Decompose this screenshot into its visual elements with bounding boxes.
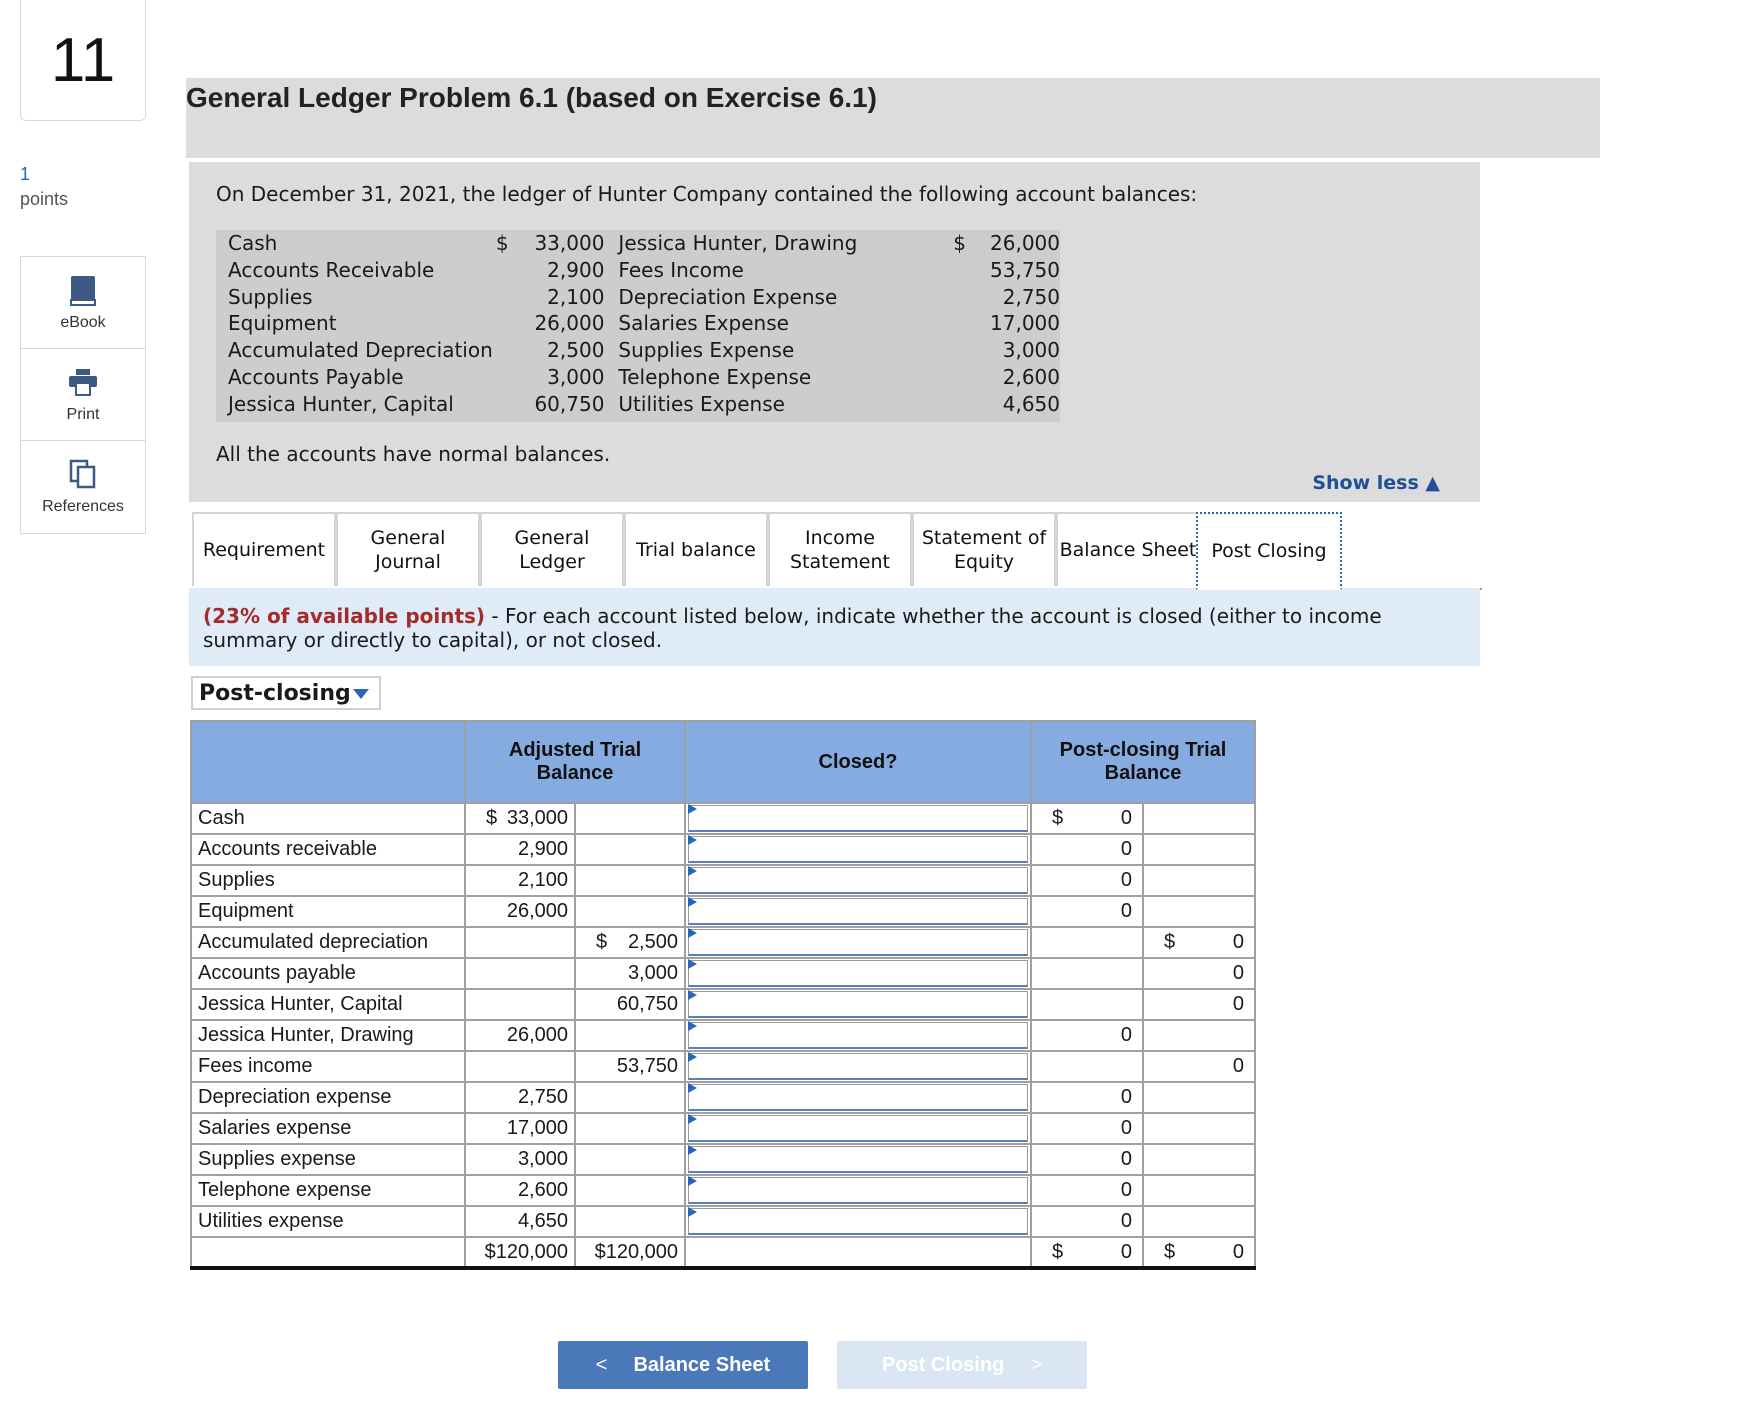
- pc-debit: [1031, 803, 1143, 834]
- pc-credit: [1143, 927, 1255, 958]
- table-row: [191, 1175, 1255, 1206]
- closed-cell: [685, 865, 1031, 896]
- pc-credit-value: 0: [1232, 962, 1244, 984]
- closed-select[interactable]: [688, 898, 1028, 925]
- closed-cell: [685, 803, 1031, 834]
- account-name: Equipment: [191, 896, 465, 927]
- references-label: References: [42, 498, 124, 515]
- ledger-left-amount: 60,750: [534, 391, 605, 416]
- table-row: [191, 1113, 1255, 1144]
- ledger-left-dollar: [496, 257, 525, 284]
- pc-debit-value: 0: [1120, 1086, 1132, 1108]
- pc-debit: [1031, 1082, 1143, 1113]
- tab-requirement[interactable]: Requirement: [192, 512, 336, 586]
- total-pc-credit: [1143, 1237, 1255, 1268]
- ledger-left-dollar: [496, 391, 525, 418]
- pc-debit-value: 0: [1120, 1148, 1132, 1170]
- ledger-left-amount: 2,500: [547, 338, 605, 363]
- header-post-closing-trial-balance: [1031, 721, 1255, 803]
- atb-debit: [465, 896, 575, 927]
- tab-post-closing[interactable]: Post Closing: [1196, 512, 1342, 590]
- pc-debit-value: 0: [1120, 1024, 1132, 1046]
- table-row: [191, 803, 1255, 834]
- ledger-left-dollar: [496, 284, 525, 311]
- tab-general-ledger-label: General Ledger: [514, 527, 590, 573]
- problem-note: All the accounts have normal balances.: [216, 442, 611, 466]
- pc-credit: [1143, 865, 1255, 896]
- header-pctb-label: Post-closing Trial Balance: [1059, 739, 1227, 784]
- tab-statement-of-equity-label: Statement of Equity: [921, 527, 1047, 573]
- pc-debit: [1031, 958, 1143, 989]
- closed-select[interactable]: [688, 1208, 1028, 1235]
- points-value: 1: [20, 164, 31, 184]
- account-name: Telephone expense: [191, 1175, 465, 1206]
- atb-credit: [575, 989, 685, 1020]
- account-name: Cash: [191, 803, 465, 834]
- closed-cell: [685, 1206, 1031, 1237]
- atb-debit: [465, 834, 575, 865]
- ledger-right-name: Supplies Expense: [618, 338, 795, 363]
- pc-credit: [1143, 1082, 1255, 1113]
- tab-general-journal-label: General Journal: [370, 527, 446, 573]
- ledger-left-dollar: [496, 310, 525, 337]
- atb-credit-value: 53,750: [616, 1055, 678, 1077]
- ledger-right-name: Fees Income: [618, 257, 744, 282]
- closed-cell: [685, 1175, 1031, 1206]
- ledger-row: [216, 284, 1060, 311]
- closed-cell: [685, 1113, 1031, 1144]
- prev-button-label: Balance Sheet: [633, 1353, 771, 1376]
- tab-general-ledger[interactable]: [480, 512, 624, 586]
- pc-debit-value: 0: [1120, 807, 1132, 829]
- closed-select[interactable]: [688, 1022, 1028, 1049]
- atb-debit-value: 26,000: [506, 900, 568, 922]
- account-name: Accounts receivable: [191, 834, 465, 865]
- ledger-right-dollar: [953, 310, 978, 337]
- points-label: points: [20, 189, 69, 209]
- points-percentage: (23% of available points): [203, 604, 486, 628]
- ledger-row: [216, 310, 1060, 337]
- dropdown-marker-icon: [688, 990, 697, 1000]
- pc-credit: [1143, 803, 1255, 834]
- pc-debit: [1031, 1175, 1143, 1206]
- atb-debit: [465, 927, 575, 958]
- worksheet-select-value: Post-closing: [199, 680, 351, 706]
- ledger-right-amount: 4,650: [1002, 391, 1060, 416]
- dropdown-marker-icon: [688, 1083, 697, 1093]
- closed-cell: [685, 927, 1031, 958]
- closed-cell: [685, 1020, 1031, 1051]
- pc-credit: [1143, 896, 1255, 927]
- account-name: Supplies expense: [191, 1144, 465, 1175]
- ledger-right-dollar: [953, 364, 978, 391]
- atb-debit-dollar: $: [486, 807, 498, 829]
- ledger-right-name: Jessica Hunter, Drawing: [618, 231, 858, 255]
- problem-statement: [189, 162, 1480, 502]
- dropdown-marker-icon: [688, 928, 697, 938]
- tab-statement-of-equity[interactable]: [912, 512, 1056, 586]
- atb-debit-value: 3,000: [517, 1148, 568, 1170]
- atb-credit-value: 2,500: [627, 931, 678, 953]
- question-number: 11: [20, 0, 146, 121]
- prev-balance-sheet-button[interactable]: [558, 1341, 808, 1389]
- atb-credit: [575, 1144, 685, 1175]
- tab-general-journal[interactable]: [336, 512, 480, 586]
- ledger-right-amount: 2,600: [1002, 364, 1060, 389]
- instruction-box: [189, 588, 1480, 666]
- dropdown-marker-icon: [688, 835, 697, 845]
- ledger-left-name: Equipment: [228, 311, 337, 336]
- atb-debit-value: 33,000: [506, 807, 568, 829]
- pc-credit-dollar: $: [1164, 931, 1176, 953]
- pc-debit: [1031, 927, 1143, 958]
- page-title: General Ledger Problem 6.1 (based on Exercise 6.1): [186, 82, 877, 113]
- atb-debit: [465, 1113, 575, 1144]
- pc-credit: [1143, 989, 1255, 1020]
- ledger-right-dollar: [953, 257, 978, 284]
- ledger-row: [216, 230, 1060, 257]
- table-row: [191, 927, 1255, 958]
- total-pc-debit: [1031, 1237, 1143, 1268]
- total-pc-debit-dollar: $: [1052, 1240, 1064, 1263]
- atb-debit: [465, 1051, 575, 1082]
- atb-debit: [465, 958, 575, 989]
- pc-debit: [1031, 834, 1143, 865]
- pc-debit-value: 0: [1120, 869, 1132, 891]
- table-row: [191, 1051, 1255, 1082]
- header-atb-label: Adjusted Trial Balance: [508, 739, 642, 784]
- account-name: Jessica Hunter, Capital: [191, 989, 465, 1020]
- account-name: Salaries expense: [191, 1113, 465, 1144]
- pc-debit: [1031, 1206, 1143, 1237]
- pc-credit: [1143, 1175, 1255, 1206]
- ledger-row: [216, 257, 1060, 284]
- next-post-closing-button[interactable]: [837, 1341, 1087, 1389]
- pc-credit: [1143, 1020, 1255, 1051]
- atb-credit: [575, 896, 685, 927]
- closed-select[interactable]: [688, 1177, 1028, 1204]
- dropdown-marker-icon: [688, 804, 697, 814]
- atb-debit: [465, 1175, 575, 1206]
- atb-debit: [465, 1020, 575, 1051]
- atb-debit: [465, 989, 575, 1020]
- ledger-left-name: Supplies: [228, 284, 313, 309]
- atb-credit: [575, 1206, 685, 1237]
- ebook-label: eBook: [60, 314, 106, 331]
- chevron-right-icon: >: [1030, 1353, 1042, 1376]
- table-row: [191, 896, 1255, 927]
- ledger-right-amount: 3,000: [1002, 338, 1060, 363]
- tab-income-statement[interactable]: [768, 512, 912, 586]
- ledger-right-dollar: [953, 337, 978, 364]
- ledger-left-amount: 26,000: [534, 311, 605, 336]
- closed-select[interactable]: [688, 836, 1028, 863]
- pc-credit: [1143, 1113, 1255, 1144]
- table-row: [191, 834, 1255, 865]
- table-row: [191, 989, 1255, 1020]
- table-row: [191, 958, 1255, 989]
- ledger-left-name: Accounts Payable: [228, 364, 404, 389]
- total-pc-credit-dollar: $: [1164, 1240, 1176, 1263]
- closed-cell: [685, 834, 1031, 865]
- pc-debit-dollar: $: [1052, 807, 1064, 829]
- ledger-right-name: Utilities Expense: [618, 391, 785, 416]
- pc-credit-value: 0: [1232, 1055, 1244, 1077]
- ledger-right-amount: 26,000: [990, 231, 1060, 255]
- ledger-right-amount: 2,750: [1002, 284, 1060, 309]
- pc-credit: [1143, 958, 1255, 989]
- table-row: [191, 1082, 1255, 1113]
- closed-select[interactable]: [688, 867, 1028, 894]
- next-button-label: Post Closing: [882, 1353, 1005, 1376]
- atb-debit: [465, 865, 575, 896]
- show-less-toggle[interactable]: Show less ▲: [1312, 472, 1440, 494]
- pc-debit: [1031, 865, 1143, 896]
- closed-select[interactable]: [688, 991, 1028, 1018]
- total-atb-credit: $120,000: [575, 1237, 685, 1268]
- totals-row: [191, 1237, 1255, 1268]
- account-name: Utilities expense: [191, 1206, 465, 1237]
- pc-debit: [1031, 896, 1143, 927]
- worksheet-select[interactable]: [191, 676, 381, 710]
- book-icon: [69, 274, 97, 306]
- ledger-right-amount: 17,000: [990, 311, 1060, 336]
- ledger-left-name: Accumulated Depreciation: [228, 338, 493, 363]
- table-row: [191, 1144, 1255, 1175]
- ledger-right-name: Depreciation Expense: [618, 284, 838, 309]
- dropdown-marker-icon: [688, 1207, 697, 1217]
- instruction-text: - For each account listed below, indicate whether the account is closed (either to income summary or directly to capital), or not closed.: [203, 604, 1382, 652]
- dropdown-marker-icon: [688, 1176, 697, 1186]
- atb-credit: [575, 958, 685, 989]
- closed-cell: [685, 1144, 1031, 1175]
- problem-intro: On December 31, 2021, the ledger of Hunter Company contained the following account balances:: [216, 182, 1198, 206]
- print-label: Print: [66, 406, 100, 423]
- closed-select[interactable]: [688, 805, 1028, 832]
- table-row: [191, 1206, 1255, 1237]
- atb-debit-value: 26,000: [506, 1024, 568, 1046]
- print-button[interactable]: [20, 348, 146, 442]
- ledger-left-dollar: [496, 364, 525, 391]
- pc-debit-value: 0: [1120, 1179, 1132, 1201]
- pc-debit-value: 0: [1120, 838, 1132, 860]
- dropdown-marker-icon: [688, 1021, 697, 1031]
- atb-credit: [575, 927, 685, 958]
- closed-cell: [685, 1082, 1031, 1113]
- ledger-left-name: Accounts Receivable: [228, 257, 435, 282]
- ledger-left-name: Cash: [228, 231, 278, 255]
- total-pc-credit-value: 0: [1232, 1240, 1244, 1263]
- account-balances: [216, 230, 1060, 422]
- closed-select[interactable]: [688, 929, 1028, 956]
- pc-credit: [1143, 1144, 1255, 1175]
- total-pc-debit-value: 0: [1120, 1240, 1132, 1263]
- pc-debit-value: 0: [1120, 1210, 1132, 1232]
- table-row: [191, 865, 1255, 896]
- ledger-right-amount: 53,750: [990, 257, 1060, 282]
- atb-debit-value: 2,750: [517, 1086, 568, 1108]
- account-name: Accumulated depreciation: [191, 927, 465, 958]
- dropdown-marker-icon: [688, 1114, 697, 1124]
- pc-debit: [1031, 1020, 1143, 1051]
- atb-debit-value: 17,000: [506, 1117, 568, 1139]
- ledger-left-amount: 3,000: [547, 364, 605, 389]
- post-closing-table: [190, 720, 1256, 1270]
- closed-select[interactable]: [688, 960, 1028, 987]
- header-closed: Closed?: [685, 721, 1031, 803]
- chevron-left-icon: <: [595, 1353, 608, 1376]
- pc-credit-value: 0: [1232, 931, 1244, 953]
- atb-credit: [575, 834, 685, 865]
- ledger-right-dollar: [953, 284, 978, 311]
- dropdown-marker-icon: [688, 1052, 697, 1062]
- title-bar: [186, 78, 1600, 158]
- references-button[interactable]: [20, 440, 146, 534]
- closed-select[interactable]: [688, 1146, 1028, 1173]
- chevron-down-icon: [353, 689, 369, 699]
- header-adjusted-trial-balance: [465, 721, 685, 803]
- account-name: Supplies: [191, 865, 465, 896]
- totals-closed-empty: [685, 1237, 1031, 1268]
- ledger-left-name: Jessica Hunter, Capital: [228, 391, 454, 416]
- atb-credit: [575, 865, 685, 896]
- dropdown-marker-icon: [688, 897, 697, 907]
- atb-credit: [575, 803, 685, 834]
- account-name: Fees income: [191, 1051, 465, 1082]
- atb-debit: [465, 803, 575, 834]
- requirement-tabs: [192, 512, 1482, 590]
- pc-debit: [1031, 1051, 1143, 1082]
- ledger-row: [216, 391, 1060, 418]
- pc-debit: [1031, 1144, 1143, 1175]
- pc-debit-value: 0: [1120, 900, 1132, 922]
- atb-debit-value: 2,600: [517, 1179, 568, 1201]
- closed-select[interactable]: [688, 1115, 1028, 1142]
- closed-cell: [685, 989, 1031, 1020]
- account-name: Jessica Hunter, Drawing: [191, 1020, 465, 1051]
- atb-debit: [465, 1144, 575, 1175]
- atb-credit: [575, 1082, 685, 1113]
- closed-cell: [685, 1051, 1031, 1082]
- atb-credit: [575, 1113, 685, 1144]
- ledger-left-dollar: $: [495, 231, 509, 255]
- totals-label: [191, 1237, 465, 1268]
- tab-balance-sheet[interactable]: Balance Sheet: [1056, 512, 1200, 586]
- dropdown-marker-icon: [688, 866, 697, 876]
- ledger-row: [216, 337, 1060, 364]
- closed-select[interactable]: [688, 1053, 1028, 1080]
- atb-debit-value: 2,100: [517, 869, 568, 891]
- ledger-right-name: Salaries Expense: [618, 311, 789, 336]
- atb-credit: [575, 1051, 685, 1082]
- ledger-right-dollar: [953, 391, 978, 418]
- ledger-row: [216, 364, 1060, 391]
- atb-debit: [465, 1082, 575, 1113]
- pc-credit: [1143, 834, 1255, 865]
- pc-debit: [1031, 1113, 1143, 1144]
- tab-trial-balance[interactable]: Trial balance: [624, 512, 768, 586]
- pc-credit: [1143, 1051, 1255, 1082]
- ledger-right-name: Telephone Expense: [618, 364, 812, 389]
- pc-debit: [1031, 989, 1143, 1020]
- dropdown-marker-icon: [688, 1145, 697, 1155]
- dropdown-marker-icon: [688, 959, 697, 969]
- pc-credit-value: 0: [1232, 993, 1244, 1015]
- atb-debit-value: 4,650: [517, 1210, 568, 1232]
- account-name: Depreciation expense: [191, 1082, 465, 1113]
- pc-debit-value: 0: [1120, 1117, 1132, 1139]
- atb-credit-value: 3,000: [627, 962, 678, 984]
- header-account: [191, 721, 465, 803]
- tab-income-statement-label: Income Statement: [790, 527, 890, 573]
- account-name: Accounts payable: [191, 958, 465, 989]
- pc-credit: [1143, 1206, 1255, 1237]
- closed-cell: [685, 896, 1031, 927]
- ledger-left-amount: 33,000: [534, 231, 605, 255]
- atb-credit: [575, 1020, 685, 1051]
- table-row: [191, 1020, 1255, 1051]
- closed-select[interactable]: [688, 1084, 1028, 1111]
- closed-cell: [685, 958, 1031, 989]
- ledger-left-amount: 2,100: [547, 284, 605, 309]
- atb-debit-value: 2,900: [517, 838, 568, 860]
- ledger-right-dollar: $: [953, 231, 966, 255]
- atb-debit: [465, 1206, 575, 1237]
- atb-credit: [575, 1175, 685, 1206]
- printer-icon: [68, 366, 98, 398]
- ledger-left-amount: 2,900: [547, 257, 605, 282]
- atb-credit-value: 60,750: [616, 993, 678, 1015]
- atb-credit-dollar: $: [596, 931, 608, 953]
- ebook-button[interactable]: [20, 256, 146, 350]
- total-atb-debit: $120,000: [465, 1237, 575, 1268]
- ledger-left-dollar: [496, 337, 525, 364]
- copy-icon: [69, 458, 97, 490]
